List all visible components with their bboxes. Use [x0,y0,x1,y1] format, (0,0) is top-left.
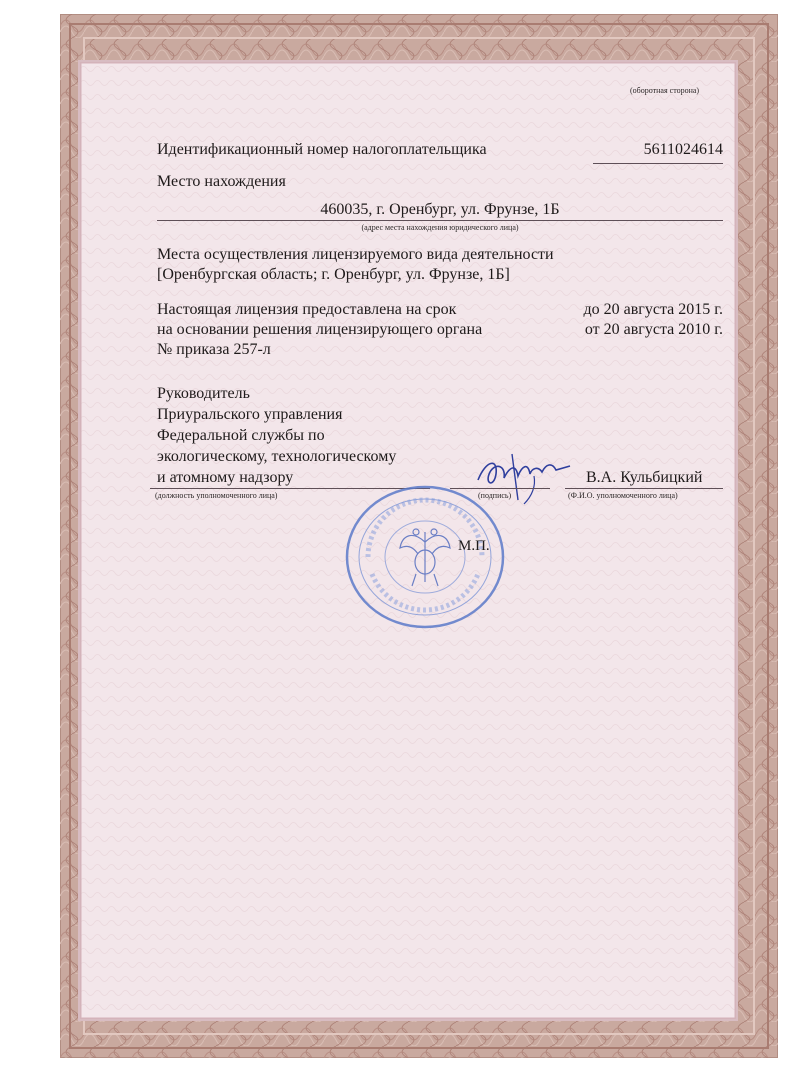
signatory-name: В.А. Кульбицкий [586,469,703,486]
location-value: 460035, г. Оренбург, ул. Фрунзе, 1Б [320,201,560,218]
activity-places-value: [Оренбургская область; г. Оренбург, ул. Фрунзе, 1Б] [157,266,510,283]
seal-mark: М.П. [458,538,490,554]
signatory-position-line-3: Федеральной службы по [157,427,325,444]
order-line: № приказа 257-л [157,341,271,358]
official-seal [342,482,508,632]
location-underline [157,220,723,221]
position-caption: (должность уполномоченного лица) [155,491,278,500]
location-caption: (адрес места нахождения юридического лица) [361,223,519,232]
inn-value: 5611024614 [643,141,723,158]
signature-caption: (подпись) [478,491,512,500]
term-line: Настоящая лицензия предоставлена на срок [157,301,457,318]
signatory-position-line-5: и атомному надзору [157,469,294,486]
term-value: до 20 августа 2015 г. [583,301,723,318]
signatory-position-line-2: Приуральского управления [157,406,343,423]
signatory-position-line-1: Руководитель [157,385,250,402]
location-label: Место нахождения [157,173,286,190]
double-headed-eagle-emblem [400,529,450,586]
inn-label: Идентификационный номер налогоплательщика [157,141,487,158]
signatory-position-line-4: экологическому, технологическому [157,448,397,465]
inn-underline [593,163,723,164]
side-note: (оборотная сторона) [630,86,700,95]
activity-places-label: Места осуществления лицензируемого вида деятельности [157,246,554,263]
basis-value: от 20 августа 2010 г. [584,321,723,338]
basis-line: на основании решения лицензирующего органа [157,321,483,338]
name-caption: (Ф.И.О. уполномоченного лица) [568,491,678,500]
name-underline [565,488,723,489]
